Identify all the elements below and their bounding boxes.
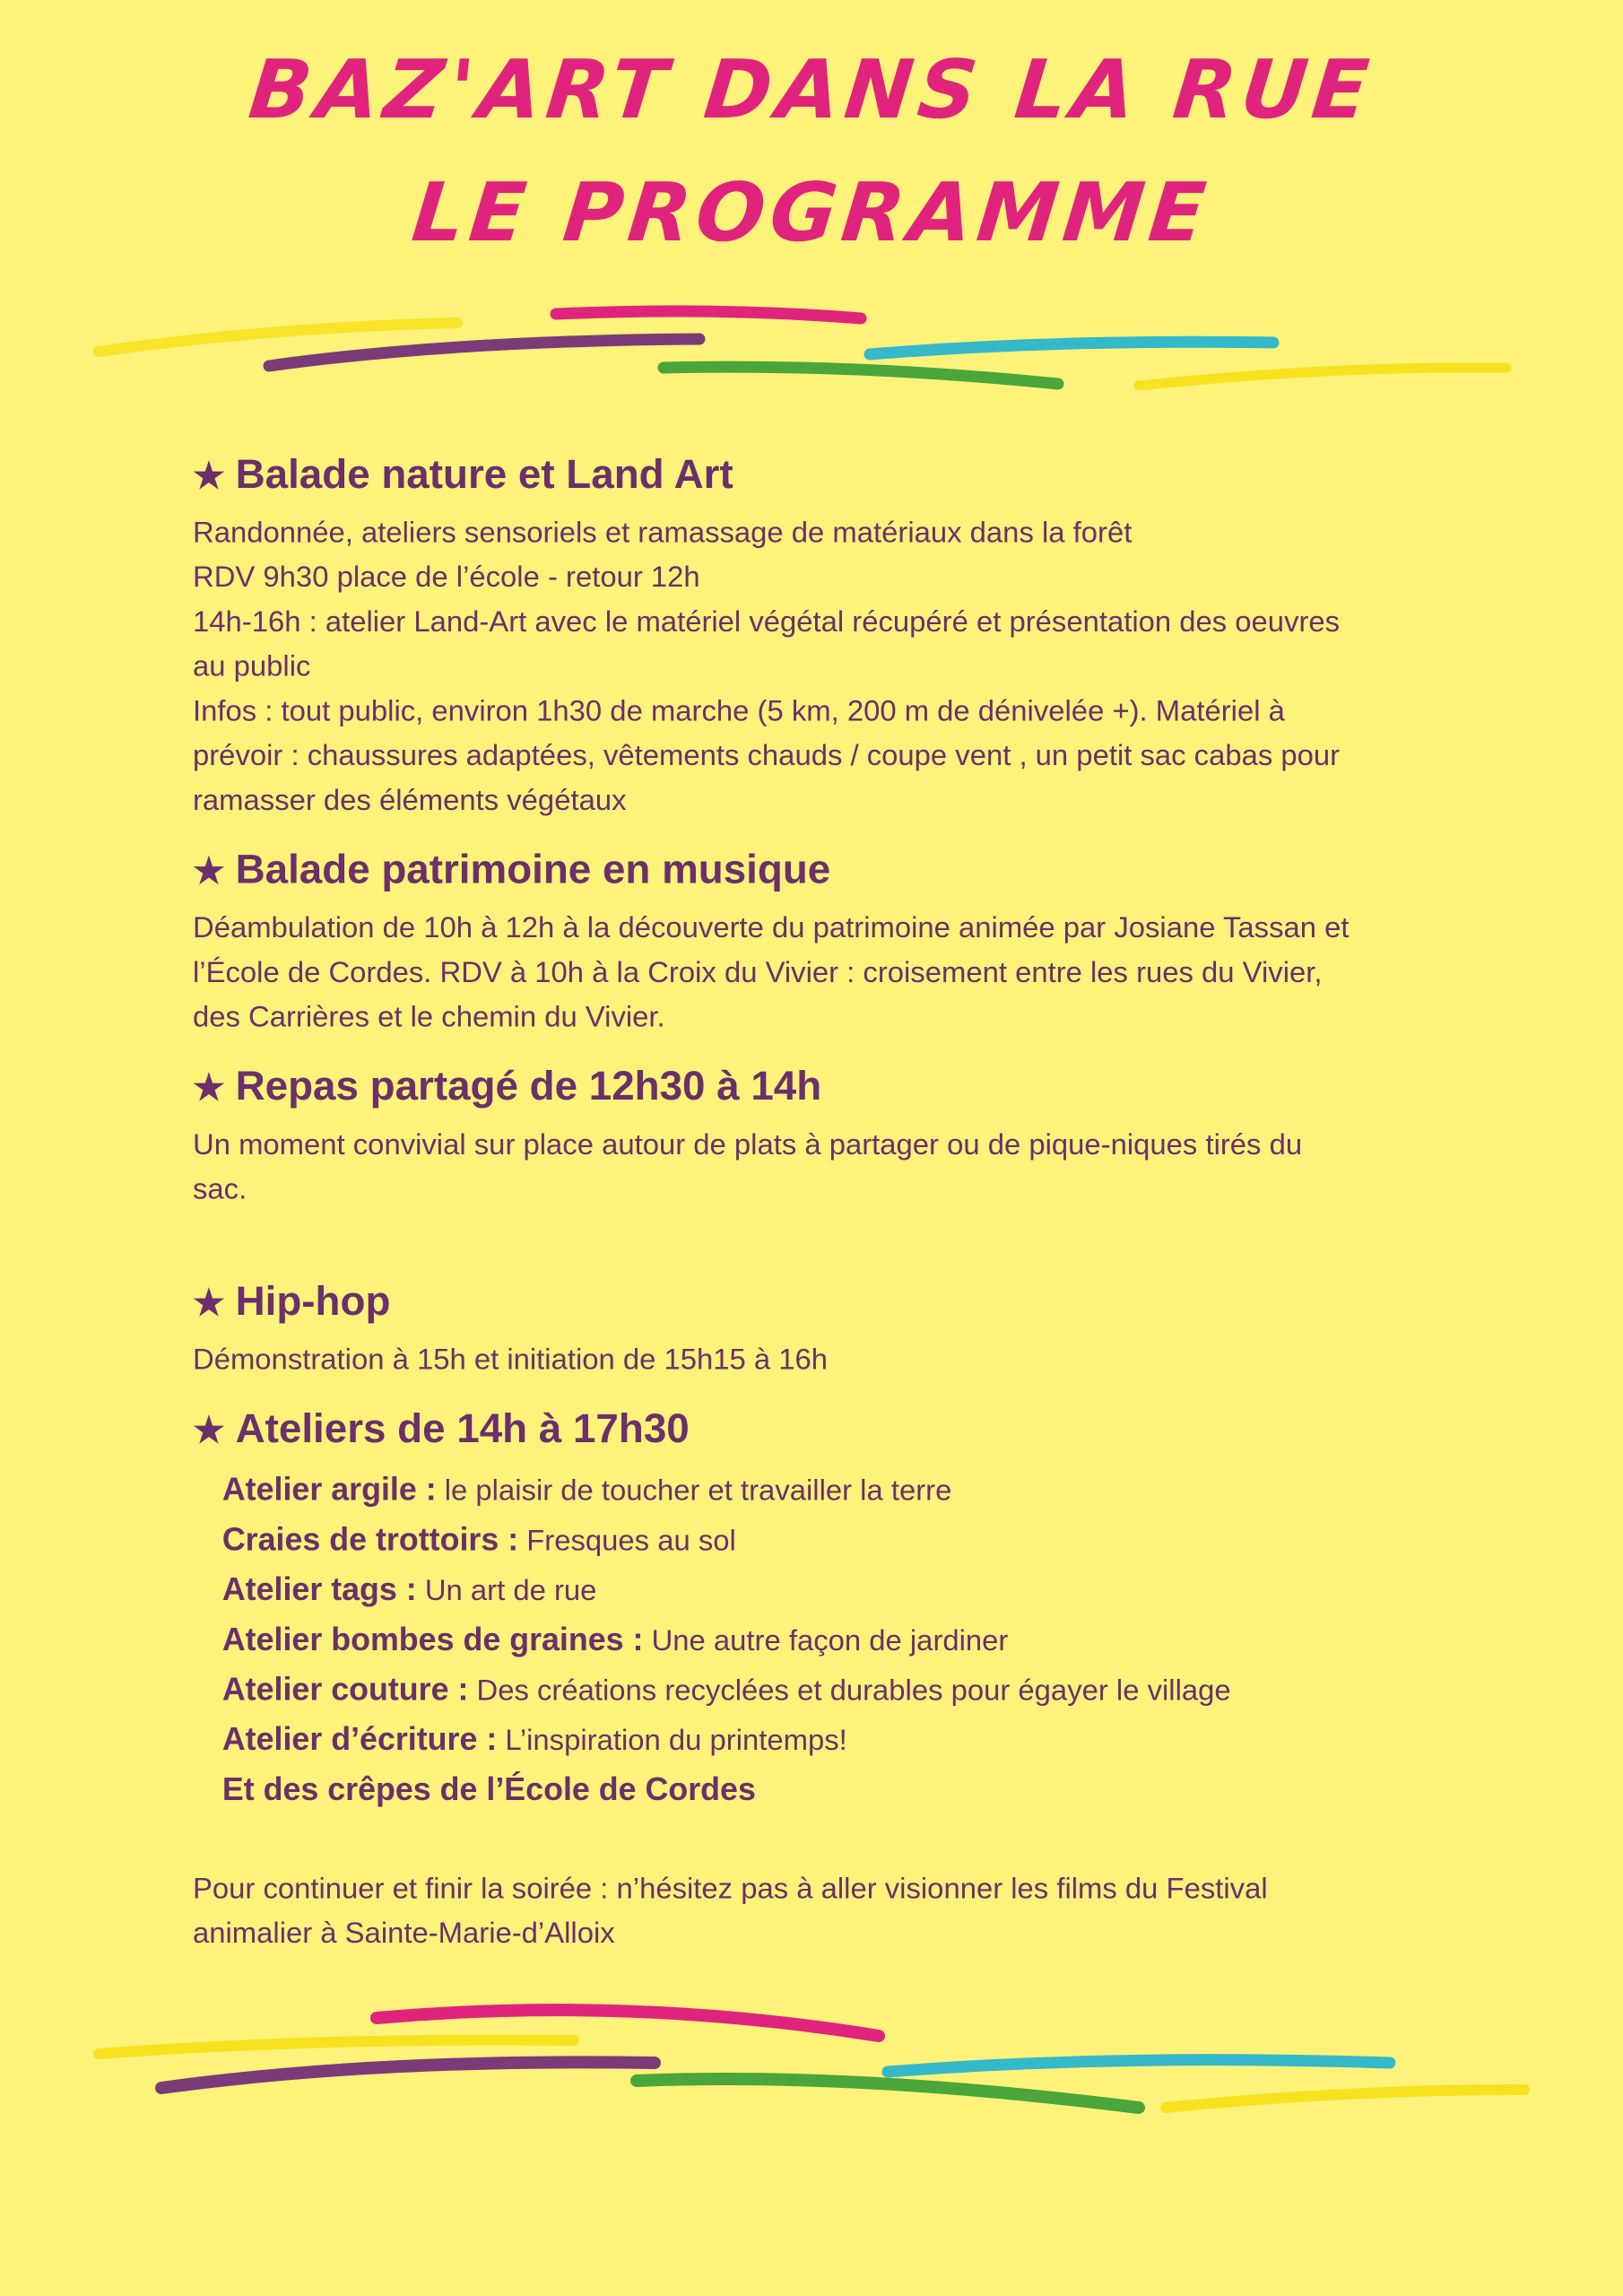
workshop-name: Et des crêpes de l’École de Cordes bbox=[221, 1770, 756, 1807]
section-line: Un moment convivial sur place autour de plats à partager ou de pique-niques tirés du sac. bbox=[193, 1126, 1303, 1205]
workshop-desc: le plaisir de toucher et travailler la terre bbox=[444, 1473, 952, 1507]
star-icon: ★ bbox=[193, 456, 225, 496]
brush-stroke-pink bbox=[556, 311, 861, 318]
section-title: Balade patrimoine en musique bbox=[235, 845, 831, 892]
workshop-item bbox=[222, 1764, 1352, 1814]
brush-stroke-pink bbox=[377, 2010, 879, 2036]
brush-stroke-cyan bbox=[888, 2060, 1390, 2072]
workshop-item bbox=[222, 1465, 1352, 1515]
workshop-name: Atelier couture : bbox=[221, 1670, 469, 1708]
brush-stroke-green bbox=[637, 2079, 1139, 2108]
workshop-desc: Des créations recyclées et durables pour égayer le village bbox=[476, 1673, 1231, 1707]
workshop-item bbox=[222, 1665, 1352, 1715]
star-icon: ★ bbox=[193, 1068, 225, 1109]
program-content bbox=[193, 447, 1352, 1955]
brush-stroke-yellow-right bbox=[1139, 368, 1506, 386]
section-repas bbox=[193, 1058, 1352, 1211]
brush-stroke-purple bbox=[269, 339, 699, 366]
section-ateliers bbox=[193, 1401, 1352, 1814]
workshop-name: Atelier d’écriture : bbox=[221, 1720, 498, 1758]
star-icon: ★ bbox=[193, 1283, 225, 1323]
section-title: Ateliers de 14h à 17h30 bbox=[235, 1405, 690, 1452]
page-title-line-2: LE PROGRAMME bbox=[408, 166, 1215, 260]
brush-strokes-bottom bbox=[0, 1982, 1623, 2117]
section-line: RDV 9h30 place de l’école - retour 12h bbox=[193, 560, 700, 594]
section-balade-patrimoine bbox=[193, 842, 1352, 1039]
section-balade-nature bbox=[193, 447, 1352, 822]
section-line: Démonstration à 15h et initiation de 15h15 à 16h bbox=[193, 1342, 829, 1376]
section-heading bbox=[193, 447, 1352, 503]
workshop-item bbox=[222, 1714, 1352, 1764]
workshop-desc: L’inspiration du printemps! bbox=[505, 1723, 847, 1757]
brush-stroke-green bbox=[664, 367, 1058, 384]
workshop-item bbox=[222, 1515, 1352, 1565]
section-title: Hip-hop bbox=[235, 1277, 391, 1324]
section-line: Randonnée, ateliers sensoriels et ramassage de matériaux dans la forêt bbox=[193, 515, 1133, 549]
section-line: 14h-16h : atelier Land-Art avec le matériel végétal récupéré et présentation des oeuvres au public bbox=[193, 604, 1341, 683]
section-title: Balade nature et Land Art bbox=[235, 449, 733, 497]
section-heading bbox=[193, 1058, 1352, 1115]
workshop-name: Atelier argile : bbox=[221, 1470, 437, 1508]
section-heading bbox=[193, 842, 1352, 899]
workshop-name: Craies de trottoirs : bbox=[221, 1520, 519, 1558]
section-title: Repas partagé de 12h30 à 14h bbox=[235, 1062, 822, 1109]
brush-strokes-top bbox=[0, 287, 1623, 413]
workshop-name: Atelier bombes de graines : bbox=[221, 1620, 644, 1657]
brush-stroke-cyan bbox=[870, 342, 1273, 354]
workshop-desc: Une autre façon de jardiner bbox=[651, 1622, 1009, 1657]
brush-stroke-purple bbox=[161, 2062, 655, 2088]
workshop-desc: Fresques au sol bbox=[526, 1523, 736, 1557]
brush-stroke-yellow-right bbox=[1166, 2090, 1524, 2108]
section-heading bbox=[193, 1274, 1352, 1330]
workshop-item bbox=[222, 1564, 1352, 1614]
section-heading bbox=[193, 1401, 1352, 1457]
section-hip-hop bbox=[193, 1274, 1352, 1381]
workshop-name: Atelier tags : bbox=[221, 1570, 417, 1608]
section-line: Déambulation de 10h à 12h à la découverte du patrimoine animée par Josiane Tassan et l’École de Cordes. RDV à 10h à la Croix du Vivier : croisement entre les rues du Vivier, des Carrières et le chemin du Vivier. bbox=[193, 910, 1350, 1033]
star-icon: ★ bbox=[193, 1411, 225, 1451]
section-line: Infos : tout public, environ 1h30 de marche (5 km, 200 m de dénivelée +). Matériel à prévoir : chaussures adaptées, vêtements chauds / coupe vent , un petit sac cabas pour ramasser des éléments végétaux bbox=[193, 693, 1341, 816]
workshop-list bbox=[222, 1465, 1352, 1814]
page-title-line-1: BAZ'ART DANS LA RUE bbox=[245, 43, 1378, 137]
brush-stroke-yellow bbox=[99, 2040, 574, 2054]
workshop-desc: Un art de rue bbox=[424, 1573, 597, 1607]
workshop-item bbox=[222, 1614, 1352, 1665]
closing-note: Pour continuer et finir la soirée : n’hésitez pas à aller visionner les films du Festival animalier à Sainte-Marie-d’Alloix bbox=[193, 1871, 1268, 1950]
star-icon: ★ bbox=[193, 851, 225, 891]
